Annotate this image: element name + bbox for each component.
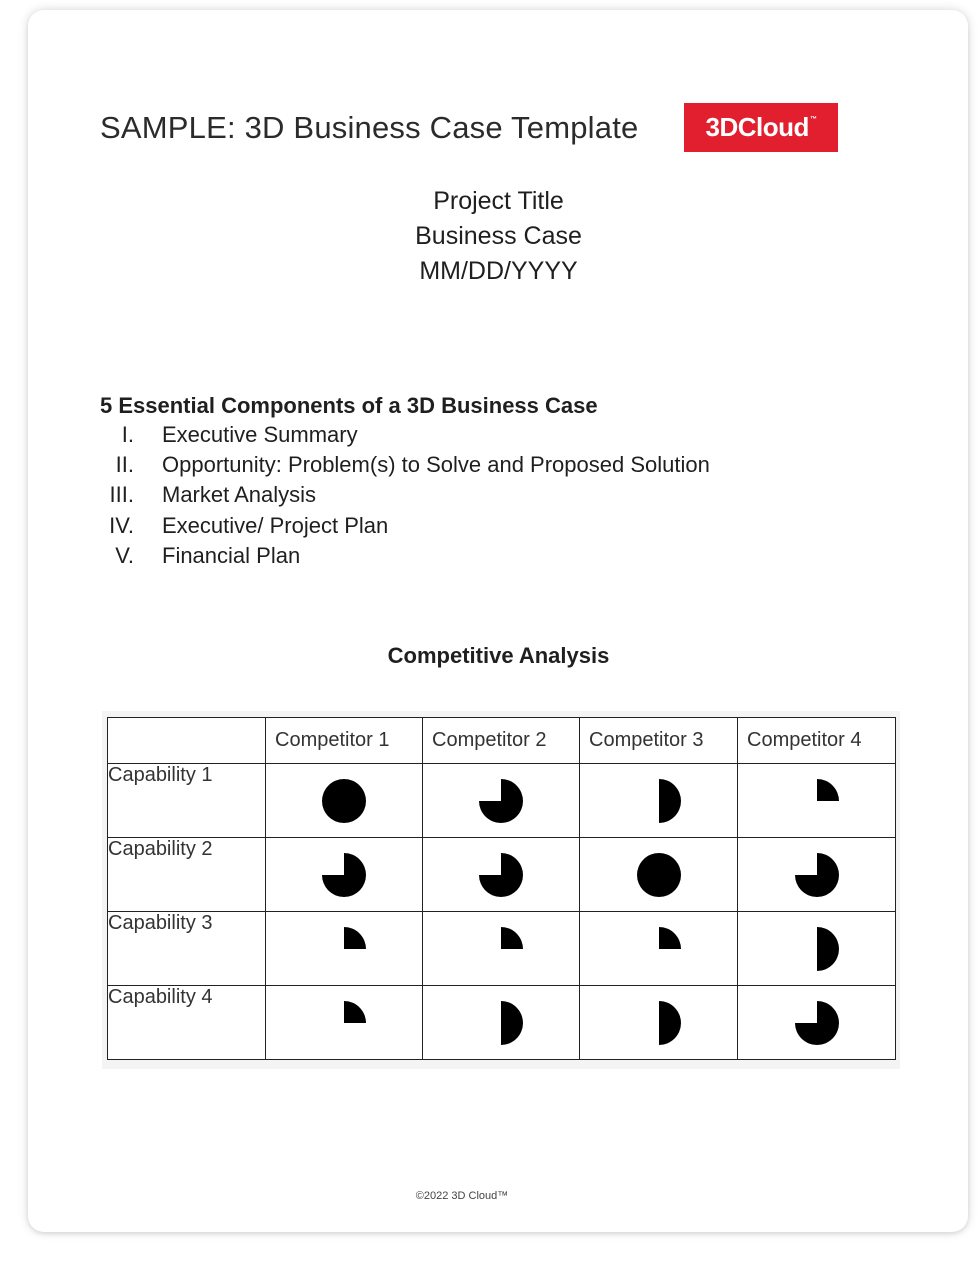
rating-cell xyxy=(423,912,580,986)
column-header: Competitor 1 xyxy=(266,718,423,764)
list-numeral: II. xyxy=(115,452,134,478)
rating-cell xyxy=(423,838,580,912)
rating-cell xyxy=(266,912,423,986)
brand-logo xyxy=(684,103,838,152)
harvey-ball-icon xyxy=(636,1000,682,1046)
rating-cell xyxy=(738,764,896,838)
rating-fill xyxy=(659,927,681,949)
harvey-ball-icon xyxy=(636,852,682,898)
rating-fill xyxy=(795,1001,839,1045)
harvey-ball-icon xyxy=(636,926,682,972)
harvey-ball-icon xyxy=(794,778,840,824)
rating-cell xyxy=(580,764,738,838)
rating-cell xyxy=(423,764,580,838)
competitive-analysis-title: Competitive Analysis xyxy=(387,643,610,668)
harvey-ball-icon xyxy=(321,926,367,972)
rating-fill xyxy=(479,853,523,897)
competitive-table xyxy=(107,717,896,1060)
components-heading: 5 Essential Components of a 3D Business Case xyxy=(100,393,598,418)
rating-cell xyxy=(738,838,896,912)
competitive-table-container xyxy=(102,711,900,1069)
rating-fill xyxy=(501,1001,523,1045)
rating-fill xyxy=(659,779,681,823)
logo-trademark: ™ xyxy=(809,116,817,123)
rating-cell xyxy=(738,986,896,1060)
rating-fill xyxy=(817,927,839,971)
row-label: Capability 4 xyxy=(108,986,266,1060)
rating-fill xyxy=(795,853,839,897)
column-header: Competitor 2 xyxy=(423,718,580,764)
harvey-ball-icon xyxy=(478,778,524,824)
list-item-text: Executive Summary xyxy=(162,422,358,447)
table-row xyxy=(108,986,896,1060)
rating-fill xyxy=(344,1001,366,1023)
rating-cell xyxy=(266,986,423,1060)
list-numeral: V. xyxy=(115,542,134,568)
rating-fill xyxy=(479,779,523,823)
rating-fill xyxy=(637,853,681,897)
date-placeholder: MM/DD/YYYY xyxy=(419,257,578,285)
business-case-label: Business Case xyxy=(415,222,582,250)
rating-fill xyxy=(344,927,366,949)
harvey-ball-icon xyxy=(794,852,840,898)
harvey-ball-icon xyxy=(321,778,367,824)
harvey-ball-icon xyxy=(794,1000,840,1046)
list-numeral: III. xyxy=(109,482,134,508)
harvey-ball-icon xyxy=(478,1000,524,1046)
list-item-text: Financial Plan xyxy=(162,542,301,568)
row-label: Capability 2 xyxy=(108,838,266,912)
rating-cell xyxy=(423,986,580,1060)
list-numeral: I. xyxy=(121,422,134,447)
harvey-ball-icon xyxy=(478,852,524,898)
list-item-text: Market Analysis xyxy=(162,482,317,508)
rating-fill xyxy=(659,1001,681,1045)
title-block xyxy=(300,184,697,289)
harvey-ball-icon xyxy=(321,852,367,898)
rating-cell xyxy=(580,986,738,1060)
header-corner xyxy=(108,718,266,764)
row-label: Capability 3 xyxy=(108,912,266,986)
column-header: Competitor 3 xyxy=(580,718,738,764)
table-header-row xyxy=(108,718,896,764)
row-label: Capability 1 xyxy=(108,764,266,838)
list-item-text: Executive/ Project Plan xyxy=(162,512,389,538)
rating-fill xyxy=(501,927,523,949)
harvey-ball-icon xyxy=(794,926,840,972)
harvey-ball-icon xyxy=(321,1000,367,1046)
rating-cell xyxy=(266,764,423,838)
project-title: Project Title xyxy=(433,187,564,215)
rating-cell xyxy=(580,838,738,912)
rating-fill xyxy=(817,779,839,801)
rating-cell xyxy=(580,912,738,986)
harvey-ball-icon xyxy=(636,778,682,824)
document-title: SAMPLE: 3D Business Case Template xyxy=(100,110,639,145)
list-numeral: IV. xyxy=(109,512,134,538)
copyright-footer: ©2022 3D Cloud™ xyxy=(415,1190,509,1202)
table-row xyxy=(108,764,896,838)
rating-fill xyxy=(322,853,366,897)
list-item-text: Opportunity: Problem(s) to Solve and Proposed Solution xyxy=(162,452,710,478)
rating-fill xyxy=(322,779,366,823)
harvey-ball-icon xyxy=(478,926,524,972)
table-row xyxy=(108,838,896,912)
column-header: Competitor 4 xyxy=(738,718,896,764)
logo-text: 3DCloud xyxy=(705,112,809,142)
table-row xyxy=(108,912,896,986)
rating-cell xyxy=(738,912,896,986)
rating-cell xyxy=(266,838,423,912)
